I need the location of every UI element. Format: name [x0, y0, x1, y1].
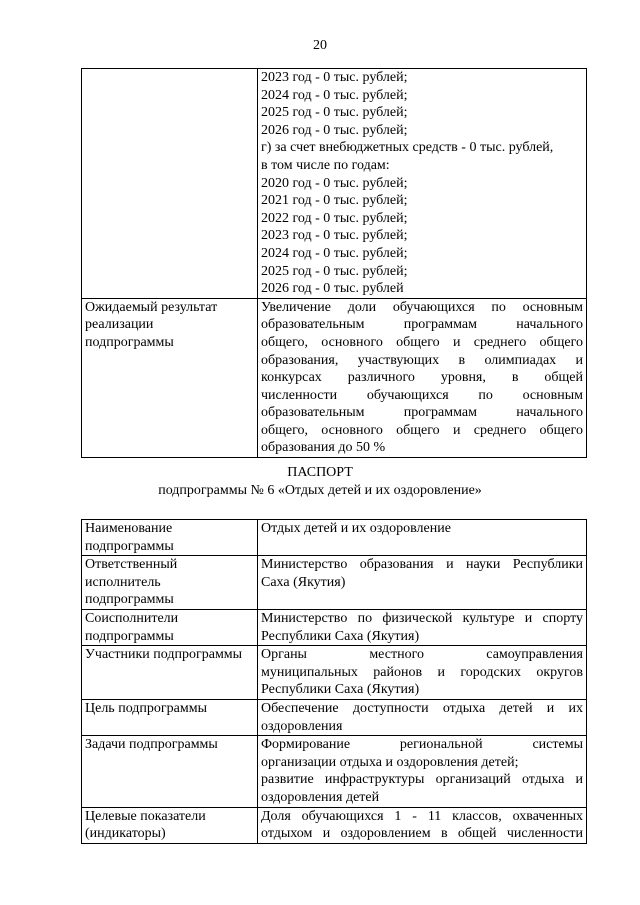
text-line: образования, участвующих в олимпиадах и — [261, 352, 583, 368]
text-line: Наименование — [85, 521, 173, 536]
table-cell-value — [258, 298, 587, 457]
text-line: Ожидаемый результат — [85, 299, 218, 315]
text-line: 2025 год - 0 тыс. рублей; — [261, 263, 408, 279]
table-cell-label — [82, 520, 258, 556]
table-row — [82, 609, 587, 645]
text-line: Доля обучающихся 1 - 11 классов, охваченных — [261, 808, 583, 824]
table-cell-label — [82, 736, 258, 807]
text-line: Участники подпрограммы — [85, 647, 243, 663]
text-line: Обеспечение доступности отдыха детей и их — [261, 700, 583, 716]
text-line: 2020 год - 0 тыс. рублей; — [261, 175, 408, 191]
text-line: Задачи подпрограммы — [85, 737, 218, 753]
text-line: подпрограммы — [85, 592, 174, 608]
text-line: 2021 год - 0 тыс. рублей; — [261, 193, 408, 209]
passport-subtitle: подпрограммы № 6 «Отдых детей и их оздоровление» — [158, 483, 482, 498]
table-cell-label — [82, 556, 258, 610]
text-line: подпрограммы — [85, 334, 174, 350]
text-line: 2026 год - 0 тыс. рублей — [261, 281, 404, 297]
text-line: Увеличение доли обучающихся по основным — [261, 299, 583, 315]
text-line: общего, основного общего и среднего общего — [261, 334, 583, 350]
text-line: образовательным программам начального — [261, 405, 583, 421]
table-row — [82, 69, 587, 299]
text-line: Целевые показатели — [85, 808, 206, 824]
text-line: Саха (Якутия) — [261, 574, 346, 590]
table-row — [82, 736, 587, 807]
text-line: развитие инфраструктуры организаций отдыха и — [261, 772, 583, 788]
table-cell-empty — [82, 69, 258, 299]
table-cell-value — [258, 736, 587, 807]
table-cell-label — [82, 646, 258, 700]
text-line: Республики Саха (Якутия) — [261, 628, 420, 644]
table-cell-value — [258, 807, 587, 843]
text-line: Органы местного самоуправления — [261, 647, 583, 663]
text-line: оздоровления — [261, 718, 343, 734]
text-line: (индикаторы) — [85, 826, 166, 842]
passport-title: ПАСПОРТ — [287, 465, 353, 480]
text-line: Формирование региональной системы — [261, 737, 583, 753]
table-row — [82, 807, 587, 843]
text-line: 2025 год - 0 тыс. рублей; — [261, 105, 408, 121]
text-line: в том числе по годам: — [261, 157, 390, 173]
text-line: отдыхом и оздоровлением в общей численности — [261, 826, 583, 842]
table-cell-funding-continued — [258, 69, 587, 299]
text-line: реализации — [85, 317, 154, 333]
table-cell-value — [258, 699, 587, 735]
text-line: 2026 год - 0 тыс. рублей; — [261, 122, 408, 138]
text-line: организации отдыха и оздоровления детей; — [261, 754, 519, 770]
table-cell-label — [82, 699, 258, 735]
table-row — [82, 520, 587, 556]
text-line: 2023 год - 0 тыс. рублей; — [261, 70, 408, 85]
text-line: оздоровления детей — [261, 789, 380, 805]
table-row — [82, 298, 587, 457]
text-line: конкурсах различного уровня, в общей — [261, 370, 583, 386]
table-row — [82, 699, 587, 735]
text-line: 2022 год - 0 тыс. рублей; — [261, 210, 408, 226]
text-line: муниципальных районов и городских округов — [261, 664, 583, 680]
table-cell-label — [82, 298, 258, 457]
text-line: Цель подпрограммы — [85, 700, 207, 716]
text-line: Отдых детей и их оздоровление — [261, 521, 451, 536]
text-line: образовательным программам начального — [261, 317, 583, 333]
table-row — [82, 646, 587, 700]
text-line: Республики Саха (Якутия) — [261, 682, 420, 698]
text-line: Ответственный — [85, 557, 178, 573]
text-line: подпрограммы — [85, 538, 174, 554]
text-line: Министерство по физической культуре и спорту — [261, 610, 583, 626]
text-line: численности обучающихся по основным — [261, 387, 583, 403]
text-line: 2024 год - 0 тыс. рублей; — [261, 87, 408, 103]
table-cell-value — [258, 556, 587, 610]
passport-heading — [0, 464, 640, 500]
table-cell-label — [82, 609, 258, 645]
table-cell-value — [258, 609, 587, 645]
text-line: исполнитель — [85, 574, 161, 590]
text-line: общего, основного общего и среднего общего — [261, 422, 583, 438]
passport-table — [81, 519, 587, 844]
text-line: Соисполнители — [85, 610, 179, 626]
table-cell-value — [258, 520, 587, 556]
table-row — [82, 556, 587, 610]
table-continued — [81, 68, 587, 458]
table-cell-value — [258, 646, 587, 700]
text-line: 2024 год - 0 тыс. рублей; — [261, 245, 408, 261]
text-line: 2023 год - 0 тыс. рублей; — [261, 228, 408, 244]
text-line: образования до 50 % — [261, 440, 386, 456]
text-line: Министерство образования и науки Республики — [261, 557, 583, 573]
text-line: подпрограммы — [85, 628, 174, 644]
text-line: г) за счет внебюджетных средств - 0 тыс. рублей, — [261, 140, 554, 156]
page-number: 20 — [313, 38, 327, 53]
table-cell-label — [82, 807, 258, 843]
